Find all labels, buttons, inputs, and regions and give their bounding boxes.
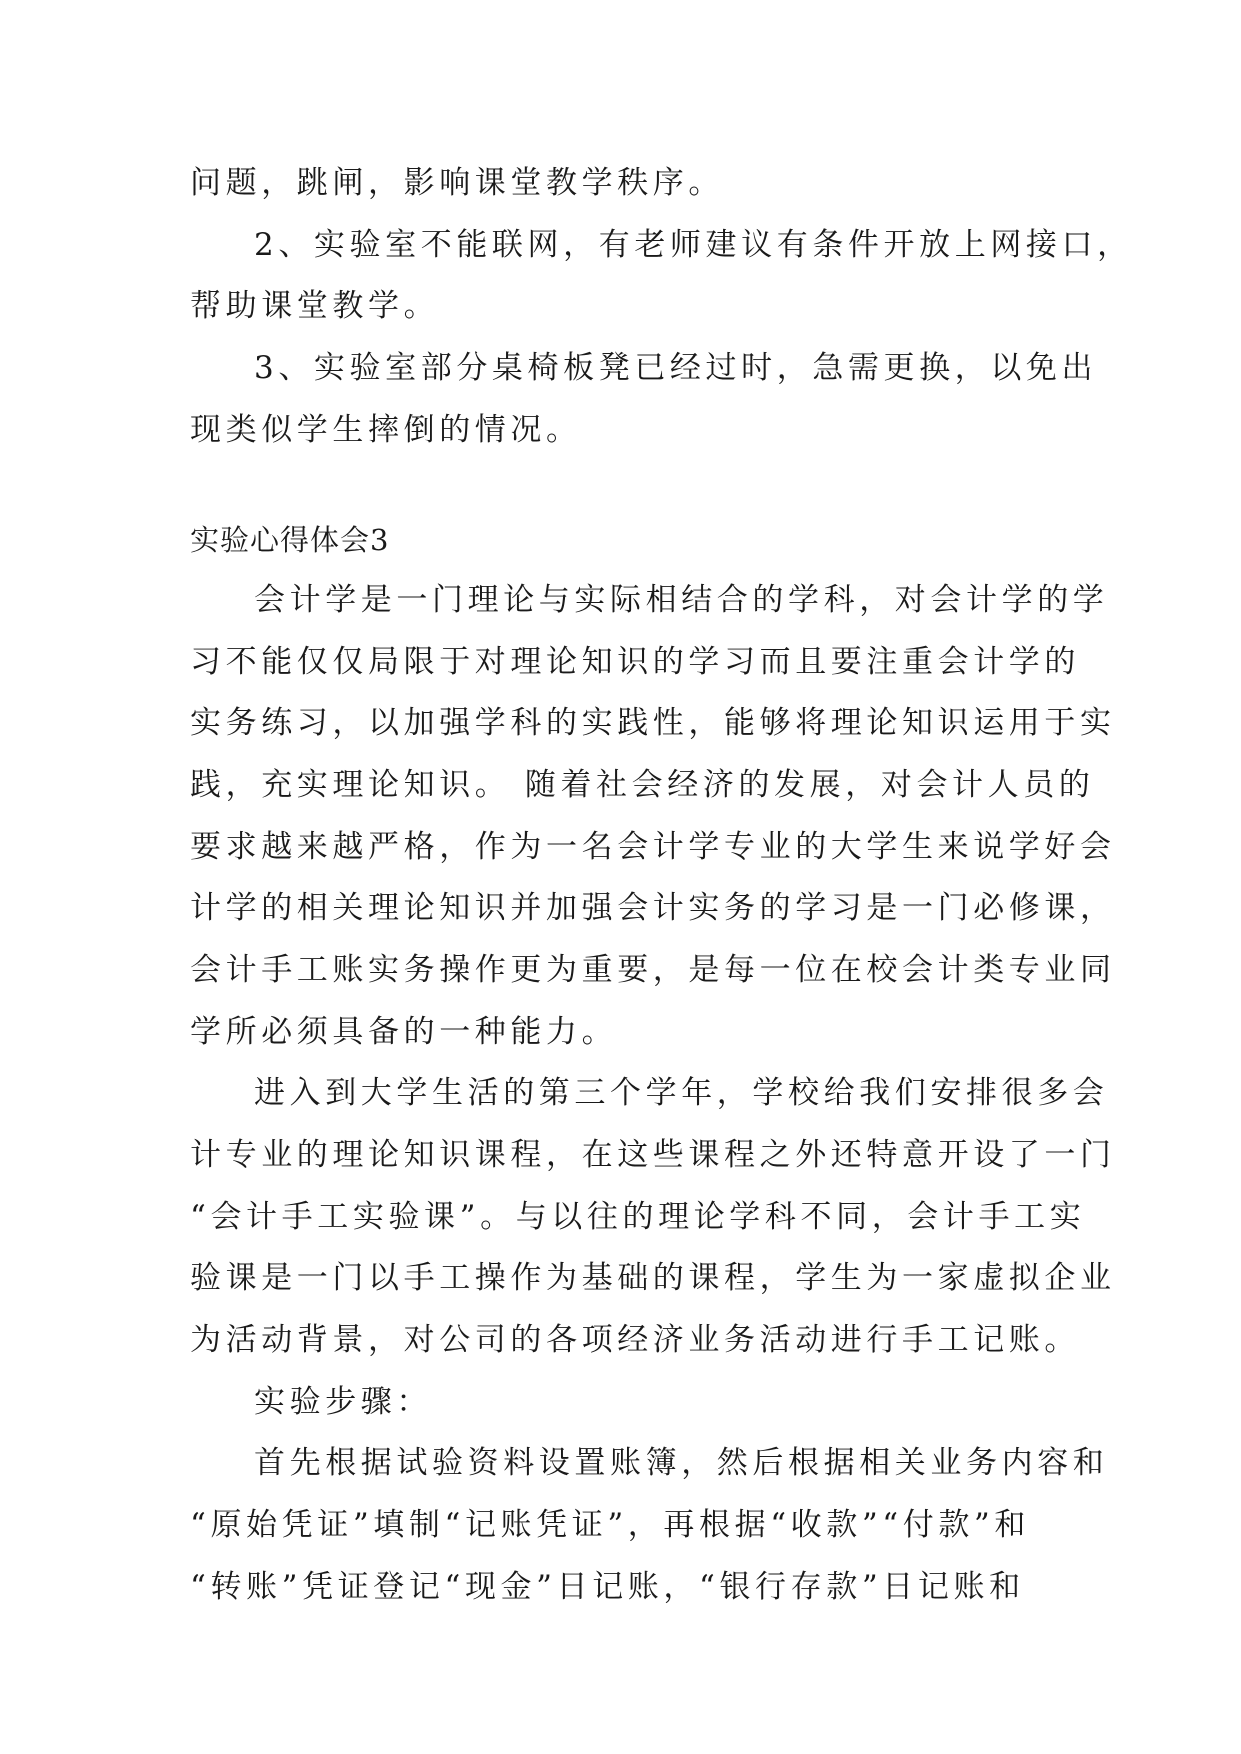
text-line: 计专业的理论知识课程，在这些课程之外还特意开设了一门 [190, 1137, 1116, 1173]
text-line: 学所必须具备的一种能力。 [190, 1014, 618, 1050]
section-heading: 实验心得体会3 [190, 523, 390, 557]
text-line: “会计手工实验课”。与以往的理论学科不同，会计手工实 [190, 1199, 1086, 1235]
text-line: 首先根据试验资料设置账簿，然后根据相关业务内容和 [254, 1445, 1109, 1481]
text-line: 实验步骤： [254, 1384, 432, 1420]
text-line: 习不能仅仅局限于对理论知识的学习而且要注重会计学的 [190, 644, 1080, 680]
text-line: 践，充实理论知识。 随着社会经济的发展，对会计人员的 [190, 767, 1095, 803]
text-line: 现类似学生摔倒的情况。 [190, 412, 582, 448]
text-line: 3、实验室部分桌椅板凳已经过时，急需更换，以免出 [254, 350, 1098, 386]
text-line: 会计学是一门理论与实际相结合的学科，对会计学的学 [254, 582, 1109, 618]
text-line: 验课是一门以手工操作为基础的课程，学生为一家虚拟企业 [190, 1260, 1116, 1296]
text-line: “转账”凭证登记“现金”日记账，“银行存款”日记账和 [190, 1569, 1025, 1605]
text-line: 进入到大学生活的第三个学年，学校给我们安排很多会 [254, 1075, 1109, 1111]
text-line: 实务练习，以加强学科的实践性，能够将理论知识运用于实 [190, 705, 1116, 741]
text-line: 帮助课堂教学。 [190, 288, 440, 324]
text-line: “原始凭证”填制“记账凭证”，再根据“收款”“付款”和 [190, 1507, 1030, 1543]
text-line: 计学的相关理论知识并加强会计实务的学习是一门必修课， [190, 890, 1116, 926]
text-line: 2、实验室不能联网，有老师建议有条件开放上网接口， [254, 227, 1133, 263]
text-line: 为活动背景，对公司的各项经济业务活动进行手工记账。 [190, 1322, 1080, 1358]
text-line: 问题，跳闸，影响课堂教学秩序。 [190, 165, 724, 201]
text-line: 会计手工账实务操作更为重要，是每一位在校会计类专业同 [190, 952, 1116, 988]
text-line: 要求越来越严格，作为一名会计学专业的大学生来说学好会 [190, 829, 1116, 865]
